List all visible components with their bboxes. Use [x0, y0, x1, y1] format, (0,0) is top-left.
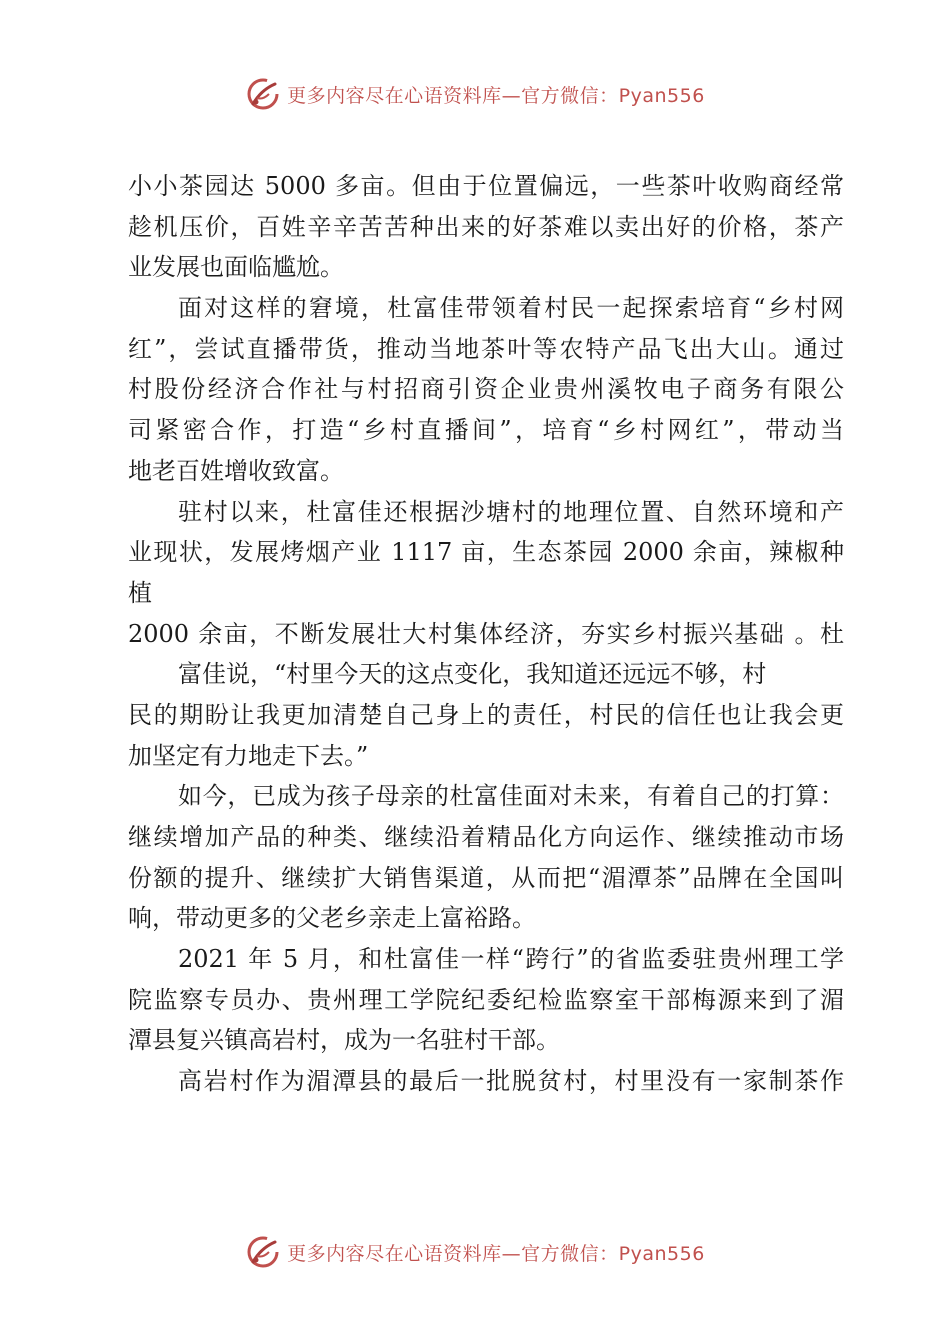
text-line: 院监察专员办、贵州理工学院纪委纪检监察室干部梅源来到了湄 [128, 985, 844, 1014]
text-line: 地老百姓增收致富。 [128, 456, 344, 485]
text-line: 份额的提升、继续扩大销售渠道，从而把“湄潭茶”品牌在全国叫 [128, 863, 844, 892]
header-banner [0, 72, 950, 116]
text-line: 红”，尝试直播带货，推动当地茶叶等农特产品飞出大山。通过 [128, 334, 844, 363]
text-line: 驻村以来，杜富佳还根据沙塘村的地理位置、自然环境和产 [178, 497, 844, 526]
text-line: 小小茶园达 5000 多亩。但由于位置偏远，一些茶叶收购商经常 [128, 172, 844, 200]
text-line: 村股份经济合作社与村招商引资企业贵州溪牧电子商务有限公 [128, 375, 844, 404]
text-line: 高岩村作为湄潭县的最后一批脱贫村，村里没有一家制茶作 [178, 1067, 844, 1096]
text-line: 富佳说，“村里今天的这点变化，我知道还远远不够，村 [178, 660, 767, 689]
text-line: 加坚定有力地走下去。” [128, 741, 369, 770]
footer-banner [0, 1230, 950, 1274]
text-line: 响，带动更多的父老乡亲走上富裕路。 [128, 904, 536, 933]
text-line: 2000 余亩，不断发展壮大村集体经济，夯实乡村振兴基础 。杜 [128, 619, 844, 648]
text-line: 潭县复兴镇高岩村，成为一名驻村干部。 [128, 1026, 560, 1055]
text-line: 如今，已成为孩子母亲的杜富佳面对未来，有着自己的打算： [178, 782, 844, 811]
document-body [128, 166, 844, 1102]
text-line: 植 [128, 578, 152, 607]
text-line: 面对这样的窘境，杜富佳带领着村民一起探索培育“乡村网 [178, 294, 844, 323]
text-line: 2021 年 5 月，和杜富佳一样“跨行”的省监委驻贵州理工学 [178, 945, 844, 974]
brush-logo-icon [245, 76, 281, 112]
text-line: 业现状，发展烤烟产业 1117 亩，生态茶园 2000 余亩，辣椒种 [128, 538, 844, 567]
footer-banner-text: 更多内容尽在心语资料库—官方微信：Pyan556 [287, 1242, 705, 1265]
text-line: 业发展也面临尴尬。 [128, 253, 344, 282]
header-banner-text: 更多内容尽在心语资料库—官方微信：Pyan556 [287, 84, 705, 107]
text-line: 趁机压价，百姓辛辛苦苦种出来的好茶难以卖出好的价格，茶产 [128, 212, 844, 241]
text-line: 司紧密合作，打造“乡村直播间”，培育“乡村网红”，带动当 [128, 416, 844, 445]
text-line: 继续增加产品的种类、继续沿着精品化方向运作、继续推动市场 [128, 823, 844, 851]
text-line: 民的期盼让我更加清楚自己身上的责任，村民的信任也让我会更 [128, 700, 844, 729]
brush-logo-icon [245, 1234, 281, 1270]
